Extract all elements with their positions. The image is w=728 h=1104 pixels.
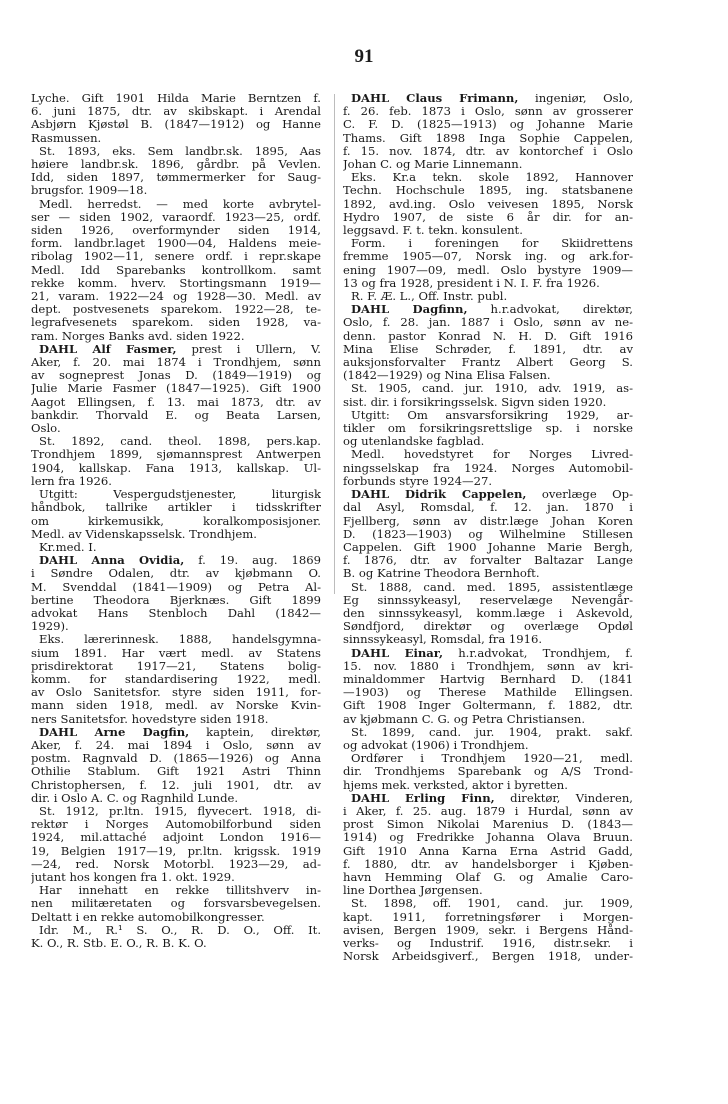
entry-text: 15. nov. 1880 i Trondhjem, sønn av kri-	[343, 659, 633, 673]
left-column	[31, 92, 321, 950]
entry-text: minaldommer Hartvig Bernhard D. (1841	[343, 672, 633, 686]
text-line	[343, 607, 633, 620]
text-line	[31, 198, 321, 211]
entry-text: 6. juni 1875, dtr. av skibskapt. i Arendal	[31, 105, 321, 119]
text-line	[343, 475, 633, 488]
text-line	[343, 409, 633, 422]
entry-text: M. Svenddal (1841—1909) og Petra Al-	[31, 580, 321, 594]
entry-text: overlæge Op-	[526, 488, 633, 502]
entry-text: ser — siden 1902, varaordf. 1923—25, ordf.	[31, 210, 321, 224]
text-line	[31, 831, 321, 844]
text-line	[31, 779, 321, 792]
entry-name: DAHL Erling Finn,	[351, 791, 495, 805]
entry-text: den sinnssykeasyl, komm.læge i Askevold,	[343, 606, 633, 620]
entry-text: rektør i Norges Automobilforbund siden	[31, 818, 321, 832]
entry-text: kapt. 1911, forretningsfører i Morgen-	[343, 910, 633, 924]
text-line	[343, 396, 633, 409]
entry-text: Aagot Ellingsen, f. 13. mai 1873, dtr. av	[31, 395, 321, 409]
entry-text: (1842—1929) og Nina Elisa Falsen.	[343, 369, 551, 383]
entry-text: auksjonsforvalter Frantz Albert Georg S.	[343, 356, 633, 370]
entry-text: 19, Belgien 1917—19, pr.ltn. krigssk. 1919	[31, 844, 321, 858]
text-line	[343, 594, 633, 607]
entry-text: Utgitt: Om ansvarsforsikring 1929, ar-	[351, 408, 633, 422]
entry-text: bertine Theodora Bjerknæs. Gift 1899	[31, 593, 321, 607]
entry-text: siden 1926, overformynder siden 1914,	[31, 224, 321, 238]
text-line	[31, 448, 321, 461]
entry-text: prost Simon Nikolai Marenius D. (1843—	[343, 818, 633, 832]
text-line	[343, 660, 633, 673]
entry-text: dir. Trondhjems Sparebank og A/S Trond-	[343, 765, 633, 779]
entry-text: Johan C. og Marie Linnemann.	[343, 158, 523, 172]
text-line	[343, 831, 633, 844]
entry-text: line Dorthea Jørgensen.	[343, 884, 483, 898]
text-line	[31, 356, 321, 369]
entry-text: dal Asyl, Romsdal, f. 12. jan. 1870 i	[343, 501, 633, 515]
entry-text: Ordfører i Trondhjem 1920—21, medl.	[351, 752, 633, 766]
entry-name: DAHL Anna Ovidia,	[39, 554, 185, 568]
entry-text: Medl. herredst. — med korte avbrytel-	[39, 197, 321, 211]
entry-text: Har innehatt en rekke tillitshverv in-	[39, 884, 321, 898]
entry-text: i Aker, f. 25. aug. 1879 i Hurdal, sønn av	[343, 804, 633, 818]
entry-text: dir. i Oslo A. C. og Ragnhild Lunde.	[31, 791, 239, 805]
text-line	[343, 343, 633, 356]
entry-text: Norsk Arbeidsgiverf., Bergen 1918, under-	[343, 950, 633, 964]
entry-text: Rasmussen.	[31, 131, 102, 145]
entry-text: D. (1823—1903) og Wilhelmine Stillesen	[343, 527, 633, 541]
entry-text: 13 og fra 1928, president i N. I. F. fra 1926.	[343, 276, 600, 290]
text-line	[343, 435, 633, 448]
entry-text: Thams. Gift 1898 Inga Sophie Cappelen,	[343, 131, 633, 145]
text-line	[343, 264, 633, 277]
entry-text: R. F. Æ. L., Off. Instr. publ.	[351, 290, 508, 304]
entry-text: Medl. hovedstyret for Norges Livred-	[351, 448, 633, 462]
text-line	[343, 554, 633, 567]
entry-text: denn. pastor Konrad N. H. D. Gift 1916	[343, 329, 633, 343]
entry-text: havn Hemming Olaf G. og Amalie Caro-	[343, 870, 633, 884]
text-line	[343, 911, 633, 924]
entry-text: ners Sanitetsfor. hovedstyre siden 1918.	[31, 712, 269, 726]
entry-text: sium 1891. Har vært medl. av Statens	[31, 646, 321, 660]
entry-text: legrafvesenets sparekom. siden 1928, va-	[31, 316, 321, 330]
entry-text: St. 1905, cand. jur. 1910, adv. 1919, as-	[351, 382, 633, 396]
text-line	[31, 250, 321, 263]
entry-text: av kjøbmann C. G. og Petra Christiansen.	[343, 712, 586, 726]
text-line	[31, 752, 321, 765]
entry-text: St. 1899, cand. jur. 1904, prakt. sakf.	[351, 725, 633, 739]
entry-text: K. O., R. Stb. E. O., R. B. K. O.	[31, 937, 207, 950]
text-line	[343, 369, 633, 382]
entry-text: 1914) og Fredrikke Johanna Olava Bruun.	[343, 831, 633, 845]
entry-text: Medl. av Videnskapsselsk. Trondhjem.	[31, 527, 257, 541]
text-line	[343, 145, 633, 158]
page-number: 91	[354, 46, 374, 67]
text-line	[31, 871, 321, 884]
entry-text: Hydro 1907, de siste 6 år dir. for an-	[343, 210, 633, 224]
text-line	[343, 765, 633, 778]
entry-text: leggsavd. F. t. tekn. konsulent.	[343, 224, 523, 238]
text-line	[343, 937, 633, 950]
text-line	[31, 501, 321, 514]
text-line	[343, 316, 633, 329]
text-line	[31, 792, 321, 805]
text-line	[31, 369, 321, 382]
entry-text: fremme 1905—07, Norsk ing. og ark.for-	[343, 250, 633, 264]
entry-text: h.r.advokat, Trondhjem, f.	[443, 646, 633, 660]
text-line	[343, 118, 633, 131]
entry-text: Aker, f. 24. mai 1894 i Oslo, sønn av	[31, 738, 321, 752]
text-line	[31, 237, 321, 250]
text-line	[31, 713, 321, 726]
entry-text: St. 1893, eks. Sem landbr.sk. 1895, Aas	[39, 144, 321, 158]
text-line	[31, 528, 321, 541]
text-line	[343, 501, 633, 514]
entry-text: 1929).	[31, 620, 69, 634]
entry-text: avisen, Bergen 1909, sekr. i Bergens Hånd-	[343, 923, 633, 937]
entry-text: St. 1912, pr.ltn. 1915, flyvecert. 1918, di-	[39, 804, 321, 818]
text-line	[343, 224, 633, 237]
entry-text: Oslo.	[31, 422, 61, 436]
entry-text: kaptein, direktør,	[189, 725, 321, 739]
text-line	[31, 554, 321, 567]
text-line	[31, 884, 321, 897]
entry-text: rekke komm. hverv. Stortingsmann 1919—	[31, 276, 321, 290]
entry-name: DAHL Arne Dagfin,	[39, 725, 190, 739]
entry-text: —24, red. Norsk Motorbl. 1923—29, ad-	[31, 857, 321, 871]
text-line	[31, 382, 321, 395]
text-line	[343, 647, 633, 660]
text-line	[31, 435, 321, 448]
entry-text: nen militæretaten og forsvarsbevegelsen.	[31, 897, 321, 911]
entry-text: prest i Ullern, V.	[176, 342, 321, 356]
text-line	[343, 198, 633, 211]
text-line	[31, 818, 321, 831]
entry-text: postm. Ragnvald D. (1865—1926) og Anna	[31, 752, 321, 766]
text-line	[343, 237, 633, 250]
text-line	[31, 105, 321, 118]
text-line	[31, 699, 321, 712]
right-column	[343, 92, 633, 963]
entry-text: ening 1907—09, medl. Oslo bystyre 1909—	[343, 263, 633, 277]
entry-text: Gift 1908 Inger Goltermann, f. 1882, dtr.	[343, 699, 633, 713]
text-line	[343, 699, 633, 712]
text-line	[343, 303, 633, 316]
entry-text: advokat Hans Stenbloch Dahl (1842—	[31, 606, 321, 620]
entry-text: ribolag 1902—11, senere ordf. i repr.skape	[31, 250, 321, 264]
text-line	[31, 765, 321, 778]
text-line	[343, 818, 633, 831]
text-line	[31, 409, 321, 422]
text-line	[31, 132, 321, 145]
text-line	[343, 92, 633, 105]
text-line	[343, 515, 633, 528]
text-line	[343, 330, 633, 343]
text-line	[31, 184, 321, 197]
entry-text: Medl. Idd Sparebanks kontrollkom. samt	[31, 263, 321, 277]
text-line	[343, 132, 633, 145]
text-line	[343, 171, 633, 184]
text-line	[31, 515, 321, 528]
text-line	[343, 950, 633, 963]
entry-text: Form. i foreningen for Skiidrettens	[351, 237, 633, 251]
entry-text: lern fra 1926.	[31, 474, 112, 488]
entry-text: mann siden 1918, medl. av Norske Kvin-	[31, 699, 321, 713]
text-line	[343, 884, 633, 897]
text-line	[343, 488, 633, 501]
text-line	[343, 211, 633, 224]
entry-text: Eks. lærerinnesk. 1888, handelsgymna-	[39, 633, 321, 647]
text-line	[31, 897, 321, 910]
entry-text: direktør, Vinderen,	[494, 791, 633, 805]
entry-text: Kr.med. I.	[39, 540, 97, 554]
entry-text: og advokat (1906) i Trondhjem.	[343, 738, 529, 752]
text-line	[31, 158, 321, 171]
entry-text: og utenlandske fagblad.	[343, 435, 485, 449]
entry-text: dept. postvesenets sparekom. 1922—28, te-	[31, 303, 321, 317]
text-line	[31, 422, 321, 435]
entry-text: prisdirektorat 1917—21, Statens bolig-	[31, 659, 321, 673]
text-line	[343, 779, 633, 792]
entry-text: Mina Elise Schrøder, f. 1891, dtr. av	[343, 342, 633, 356]
text-line	[343, 726, 633, 739]
entry-text: Utgitt: Vespergudstjenester, liturgisk	[39, 488, 321, 502]
entry-name: DAHL Claus Frimann,	[351, 92, 519, 105]
text-line	[343, 581, 633, 594]
entry-text: om kirkemusikk, koralkomposisjoner.	[31, 514, 321, 528]
column-divider	[334, 94, 335, 594]
text-line	[343, 290, 633, 303]
text-line	[31, 660, 321, 673]
entry-text: Julie Marie Fasmer (1847—1925). Gift 1900	[31, 382, 321, 396]
entry-text: Idd, siden 1897, tømmermerker for Saug-	[31, 171, 321, 185]
entry-text: sinnssykeasyl, Romsdal, fra 1916.	[343, 633, 543, 647]
text-line	[31, 277, 321, 290]
entry-text: 21, varam. 1922—24 og 1928—30. Medl. av	[31, 290, 321, 304]
text-line	[31, 594, 321, 607]
text-line	[31, 739, 321, 752]
text-line	[31, 330, 321, 343]
entry-text: B. og Katrine Theodora Bernhoft.	[343, 567, 540, 581]
entry-text: Eg sinnssykeasyl, reservelæge Nevengår-	[343, 593, 633, 607]
entry-text: —1903) og Therese Mathilde Ellingsen.	[343, 686, 633, 700]
text-line	[31, 541, 321, 554]
text-line	[343, 805, 633, 818]
entry-text: 1904, kallskap. Fana 1913, kallskap. Ul-	[31, 461, 321, 475]
entry-text: høiere landbr.sk. 1896, gårdbr. på Vevlen.	[31, 158, 321, 172]
entry-text: tikler om forsikringsrettslige sp. i norske	[343, 422, 633, 436]
text-line	[31, 316, 321, 329]
entry-text: sist. dir. i forsikringsselsk. Sigvn siden 1920.	[343, 395, 607, 409]
entry-text: 1924, mil.attaché adjoint London 1916—	[31, 831, 321, 845]
text-line	[343, 633, 633, 646]
entry-text: jutant hos kongen fra 1. okt. 1929.	[31, 870, 235, 884]
text-line	[343, 382, 633, 395]
text-line	[31, 462, 321, 475]
text-line	[31, 726, 321, 739]
entry-text: f. 26. feb. 1873 i Oslo, sønn av grosserer	[343, 105, 633, 119]
text-line	[31, 396, 321, 409]
text-line	[31, 343, 321, 356]
entry-text: Aker, f. 20. mai 1874 i Trondhjem, sønn	[31, 356, 321, 370]
text-line	[31, 211, 321, 224]
text-line	[343, 673, 633, 686]
entry-text: f. 15. nov. 1874, dtr. av kontorchef i Oslo	[343, 144, 633, 158]
entry-text: 1892, avd.ing. Oslo veivesen 1895, Norsk	[343, 197, 633, 211]
entry-text: St. 1892, cand. theol. 1898, pers.kap.	[39, 435, 321, 449]
text-line	[343, 713, 633, 726]
entry-text: Techn. Hochschule 1895, ing. statsbanene	[343, 184, 633, 198]
entry-text: Asbjørn Kjøstøl B. (1847—1912) og Hanne	[31, 118, 321, 132]
text-line	[343, 924, 633, 937]
text-line	[343, 528, 633, 541]
entry-name: DAHL Dagfinn,	[351, 303, 468, 317]
text-line	[343, 277, 633, 290]
text-line	[343, 792, 633, 805]
text-line	[343, 845, 633, 858]
text-line	[343, 462, 633, 475]
entry-text: komm. for standardisering 1922, medl.	[31, 672, 321, 686]
entry-text: Christophersen, f. 12. juli 1901, dtr. av	[31, 778, 321, 792]
text-line	[31, 475, 321, 488]
text-line	[31, 303, 321, 316]
entry-text: f. 1880, dtr. av handelsborger i Kjøben-	[343, 857, 633, 871]
text-line	[343, 897, 633, 910]
text-line	[343, 541, 633, 554]
entry-text: C. F. D. (1825—1913) og Johanne Marie	[343, 118, 633, 132]
entry-text: verks- og Industrif. 1916, distr.sekr. i	[343, 937, 633, 950]
entry-text: h.r.advokat, direktør,	[467, 303, 633, 317]
text-line	[343, 250, 633, 263]
text-line	[31, 145, 321, 158]
text-line	[31, 607, 321, 620]
entry-text: Othilie Stablum. Gift 1921 Astri Thinn	[31, 765, 321, 779]
entry-text: form. landbr.laget 1900—04, Haldens meie-	[31, 237, 321, 251]
text-line	[31, 805, 321, 818]
text-line	[31, 118, 321, 131]
text-line	[31, 924, 321, 937]
entry-text: håndbok, tallrike artikler i tidsskrifter	[31, 501, 321, 515]
entry-text: Gift 1910 Anna Karna Erna Astrid Gadd,	[343, 844, 633, 858]
text-line	[31, 911, 321, 924]
text-line	[343, 871, 633, 884]
entry-text: Trondhjem 1899, sjømannsprest Antwerpen	[31, 448, 321, 462]
text-line	[31, 633, 321, 646]
entry-text: bankdir. Thorvald E. og Beata Larsen,	[31, 408, 321, 422]
text-line	[343, 739, 633, 752]
text-line	[31, 224, 321, 237]
text-line	[343, 105, 633, 118]
entry-text: ram. Norges Banks avd. siden 1922.	[31, 329, 245, 343]
text-line	[31, 92, 321, 105]
text-line	[343, 686, 633, 699]
text-line	[31, 567, 321, 580]
text-line	[343, 752, 633, 765]
entry-text: av sogneprest Jonas D. (1849—1919) og	[31, 369, 321, 383]
text-line	[31, 647, 321, 660]
text-line	[31, 488, 321, 501]
text-line	[31, 673, 321, 686]
entry-text: hjems mek. verksted, aktor i byretten.	[343, 778, 568, 792]
text-line	[31, 581, 321, 594]
entry-text: ingeniør, Oslo,	[518, 92, 633, 105]
entry-name: DAHL Einar,	[351, 646, 444, 660]
text-line	[31, 620, 321, 633]
entry-text: Søndfjord, direktør og overlæge Opdøl	[343, 620, 633, 634]
entry-text: f. 19. aug. 1869	[184, 554, 321, 568]
entry-text: f. 1876, dtr. av forvalter Baltazar Lange	[343, 554, 633, 568]
entry-text: av Oslo Sanitetsfor. styre siden 1911, for-	[31, 686, 321, 700]
entry-text: St. 1888, cand. med. 1895, assistentlæge	[351, 580, 633, 594]
text-line	[343, 356, 633, 369]
entry-text: i Søndre Odalen, dtr. av kjøbmann O.	[31, 567, 321, 581]
text-line	[343, 158, 633, 171]
text-line	[343, 567, 633, 580]
text-line	[343, 184, 633, 197]
entry-text: St. 1898, off. 1901, cand. jur. 1909,	[351, 897, 633, 911]
text-line	[343, 620, 633, 633]
entry-text: Fjellberg, sønn av distr.læge Johan Koren	[343, 514, 633, 528]
text-line	[31, 171, 321, 184]
entry-name: DAHL Alf Fasmer,	[39, 342, 177, 356]
text-line	[343, 422, 633, 435]
entry-text: Cappelen. Gift 1900 Johanne Marie Bergh,	[343, 540, 633, 554]
entry-text: Eks. Kr.a tekn. skole 1892, Hannover	[351, 171, 633, 185]
text-line	[343, 858, 633, 871]
text-line	[31, 264, 321, 277]
entry-text: Lyche. Gift 1901 Hilda Marie Berntzen f.	[31, 92, 321, 105]
entry-text: Idr. M., R.¹ S. O., R. D. O., Off. It.	[39, 923, 321, 937]
entry-text: brugsfor. 1909—18.	[31, 184, 148, 198]
text-line	[31, 686, 321, 699]
text-line	[31, 290, 321, 303]
text-line	[31, 858, 321, 871]
entry-text: Deltatt i en rekke automobilkongresser.	[31, 910, 265, 924]
text-line	[31, 845, 321, 858]
entry-text: forbunds styre 1924—27.	[343, 474, 493, 488]
text-line	[31, 937, 321, 950]
text-line	[343, 448, 633, 461]
entry-name: DAHL Didrik Cappelen,	[351, 488, 527, 502]
entry-text: ningsselskap fra 1924. Norges Automobil-	[343, 461, 633, 475]
entry-text: Oslo, f. 28. jan. 1887 i Oslo, sønn av ne-	[343, 316, 633, 330]
